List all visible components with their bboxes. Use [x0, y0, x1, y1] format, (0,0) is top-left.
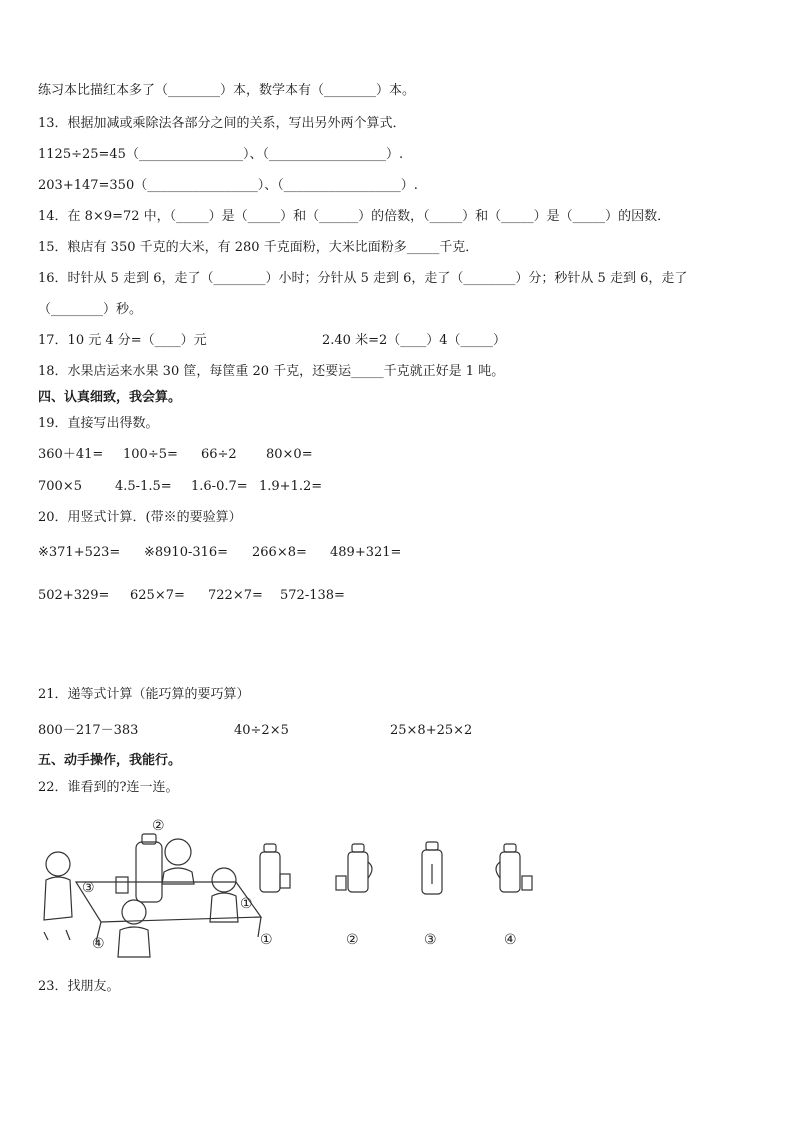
q20-item: ※8910-316=	[144, 545, 229, 560]
q19-item: 1.9+1.2=	[259, 479, 323, 494]
q19-item: 700×5	[38, 479, 82, 494]
view-label-3: ③	[424, 932, 437, 948]
q18: 18．水果店运来水果 30 筐，每筐重 20 千克，还要运_____千克就正好是 1 吨。	[38, 364, 505, 379]
scene-mark-1: ①	[240, 896, 253, 912]
q20-prompt: 20．用竖式计算．(带※的要验算）	[38, 510, 242, 525]
q15: 15．粮店有 350 千克的大米，有 280 千克面粉，大米比面粉多_____千克．	[38, 240, 479, 255]
q20-item: 502+329=	[38, 588, 110, 603]
q22-prompt: 22．谁看到的?连一连。	[38, 780, 179, 795]
q21-item: 40÷2×5	[234, 723, 289, 738]
q23-prompt: 23．找朋友。	[38, 979, 120, 994]
view-2-thermos	[348, 852, 368, 892]
view-label-1: ①	[260, 932, 273, 948]
q19-row-1	[38, 446, 313, 464]
q19-item: 100÷5=	[123, 447, 178, 462]
q13-line-b: 203+147=350（_________________）、（__________________）.	[38, 178, 418, 193]
view-label-4: ④	[504, 932, 517, 948]
q20-item: 489+321=	[330, 545, 402, 560]
q21-item: 800－217－383	[38, 723, 139, 738]
child-1-icon	[212, 868, 236, 892]
view-label-2: ②	[346, 932, 359, 948]
q20-row-1	[38, 544, 401, 562]
q20-item: ※371+523=	[38, 545, 121, 560]
q21-item: 25×8+25×2	[390, 723, 473, 738]
q17-b: 2.40 米=2（____）4（_____）	[322, 333, 507, 348]
section-4-heading: 四、认真细致，我会算。	[38, 390, 182, 405]
q16-line-a: 16．时针从 5 走到 6，走了（________）小时；分针从 5 走到 6，走了（________）分；秒针从 5 走到 6，走了	[38, 271, 688, 286]
scene-mark-3: ③	[82, 880, 95, 896]
q20-item: 266×8=	[252, 545, 307, 560]
q16-line-b: （________）秒。	[38, 302, 143, 317]
q20-item: 722×7=	[208, 588, 263, 603]
q22-figure	[36, 812, 536, 962]
scene-mark-4: ④	[92, 936, 105, 952]
q20-item: 572-138=	[280, 588, 345, 603]
q13-prompt: 13．根据加减或乘除法各部分之间的关系，写出另外两个算式．	[38, 116, 406, 131]
q19-prompt: 19．直接写出得数。	[38, 416, 159, 431]
q19-item: 80×0=	[266, 447, 313, 462]
q19-item: 4.5-1.5=	[115, 479, 172, 494]
q21-prompt: 21．递等式计算（能巧算的要巧算）	[38, 687, 250, 702]
q13-line-a: 1125÷25=45（________________）、（__________________）.	[38, 147, 404, 162]
child-3-icon	[46, 852, 70, 876]
child-2-icon	[165, 839, 191, 865]
q19-item: 360＋41=	[38, 447, 104, 462]
q19-row-2	[38, 478, 322, 496]
cup-icon	[116, 877, 128, 893]
section-5-heading: 五、动手操作，我能行。	[38, 753, 182, 768]
q14: 14．在 8×9=72 中，（_____）是（_____）和（______）的倍数，（_____）和（_____）是（_____）的因数．	[38, 209, 671, 224]
q21-row	[38, 722, 472, 740]
q19-item: 66÷2	[201, 447, 237, 462]
view-4-thermos	[500, 852, 520, 892]
q17-a: 17．10 元 4 分=（____）元	[38, 333, 207, 348]
scene-mark-2: ②	[152, 818, 165, 834]
q20-item: 625×7=	[130, 588, 185, 603]
q12-continued: 练习本比描红本多了（________）本，数学本有（________）本。	[38, 83, 416, 98]
q20-row-2	[38, 587, 345, 605]
q19-item: 1.6-0.7=	[191, 479, 248, 494]
view-1-thermos	[260, 852, 280, 892]
thermos-icon	[136, 842, 162, 902]
